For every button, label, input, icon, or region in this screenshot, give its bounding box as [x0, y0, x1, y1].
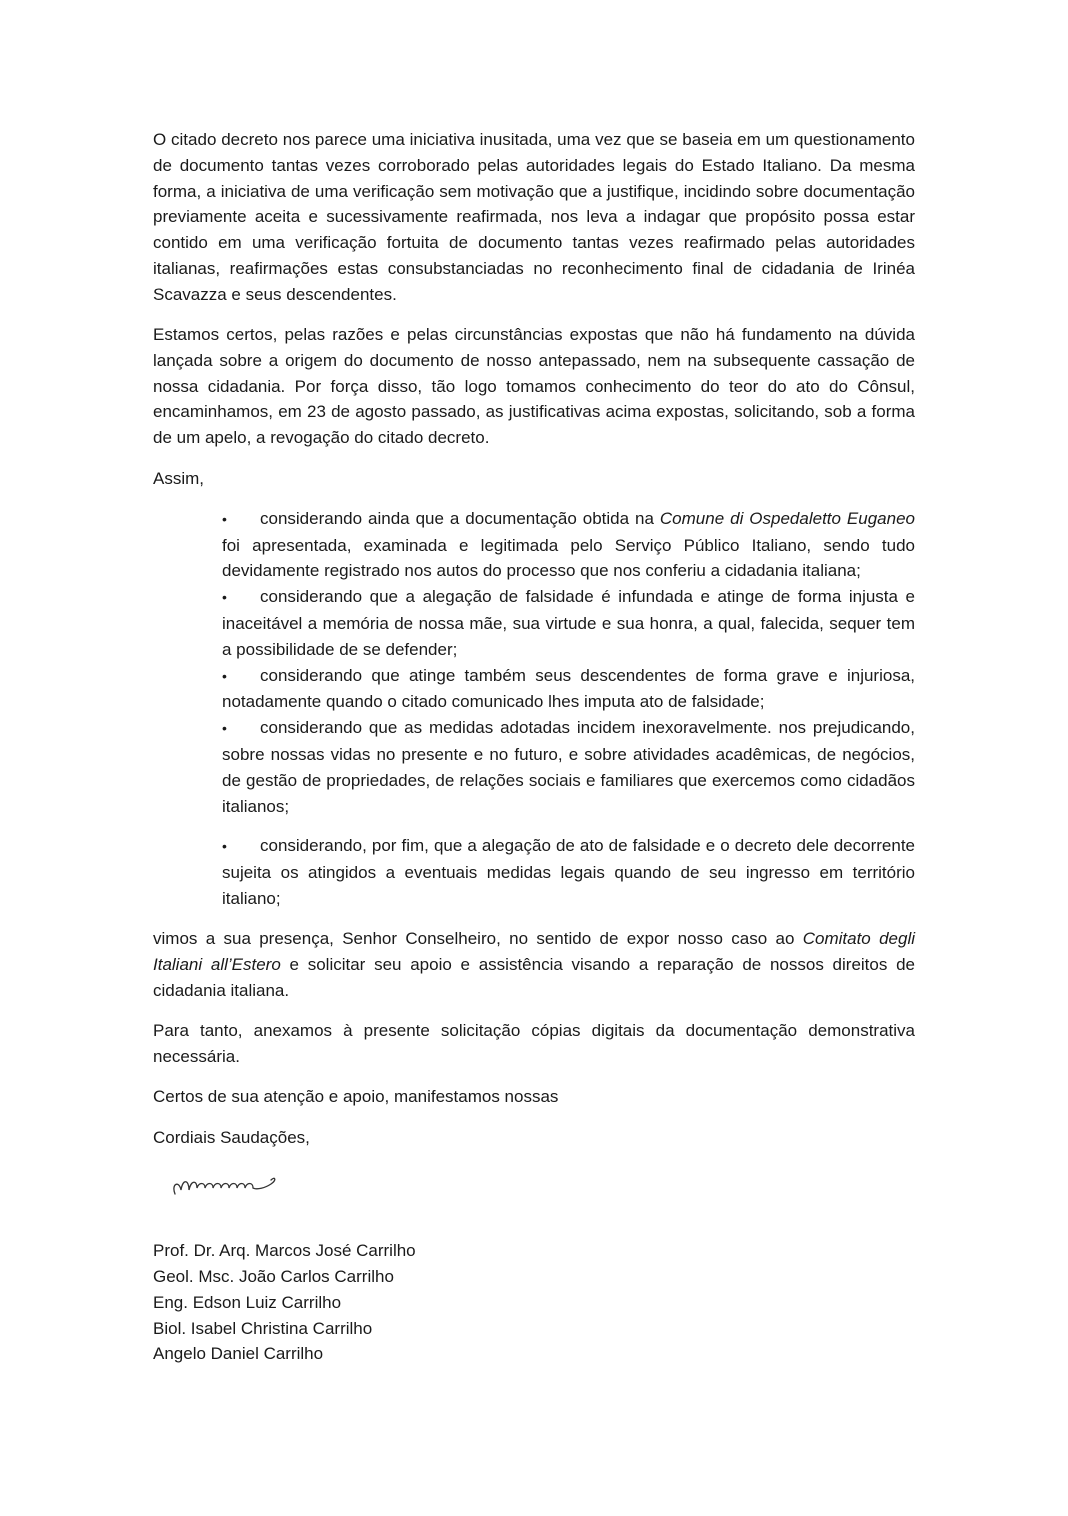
comune-name: Comune di Ospedaletto Euganeo: [659, 508, 915, 528]
list-item: • considerando ainda que a documentação obtida na Comune di Ospedaletto Euganeo foi apresentada, examinada e legitimada pelo Serviço Público Italiano, sendo tudo devidamente registrado nos autos do processo que nos conferiu a cidadania italiana;: [222, 508, 915, 581]
bullet-icon: •: [222, 838, 227, 855]
paragraph-vimos: vimos a sua presença, Senhor Conselheiro, no sentido de expor nosso caso ao Comitato degli Italiani all’Estero e solicitar seu apoio e assistência visando a reparação de nossos direitos de cidadania italiana.: [153, 929, 916, 1000]
signers-list: [153, 1238, 915, 1367]
bullet-icon: •: [222, 589, 227, 606]
paragraph-decreto: O citado decreto nos parece uma iniciativa inusitada, uma vez que se baseia em um questionamento de documento tantas vezes corroborado pelas autoridades legais do Estado Italiano. Da mesma forma, a iniciativa de uma verificação sem motivação que a justifique, incidindo sobre documentação previamente aceita e sucessivamente reafirmada, nos leva a indagar que propósito possa estar contido em uma verificação fortuita de documento tantas vezes reafirmado pelas autoridades italianas, reafirmações estas consubstanciadas no reconhecimento final de cidadania de Irinéa Scavazza e seus descendentes.: [153, 130, 915, 304]
handwritten-signature: [153, 1156, 303, 1206]
comitato-name: Comitato degli Italiani all’Estero: [153, 929, 916, 975]
list-item: • considerando que as medidas adotadas incidem inexoravelmente. nos prejudicando, sobre nossas vidas no presente e no futuro, e sobre atividades acadêmicas, de negócios, de gestão de propriedades, de relações sociais e familiares que exercemos como cidadãos italianos;: [222, 718, 915, 816]
paragraph-assim: Assim,: [153, 468, 204, 488]
signer-name: Geol. Msc. João Carlos Carrilho: [153, 1266, 394, 1286]
signer-name: Eng. Edson Luiz Carrilho: [153, 1292, 342, 1312]
letter-body: [153, 127, 915, 1367]
paragraph-estamos-certos: Estamos certos, pelas razões e pelas circunstâncias expostas que não há fundamento na dúvida lançada sobre a origem do documento de nosso antepassado, nem na subsequente cassação de nossa cidadania. Por força disso, tão logo tomamos conhecimento do teor do ato do Cônsul, encaminhamos, em 23 de agosto passado, as justificativas acima expostas, solicitando, sob a forma de um apelo, a revogação do citado decreto.: [153, 325, 915, 448]
paragraph-saudacoes: Cordiais Saudações,: [153, 1127, 310, 1147]
list-item: • considerando que a alegação de falsidade é infundada e atinge de forma injusta e inaceitável a memória de nossa mãe, sua virtude e sua honra, a qual, falecida, sequer tem a possibilidade de se defender;: [222, 587, 915, 659]
bullet-icon: •: [222, 510, 227, 527]
signer-name: Angelo Daniel Carrilho: [153, 1344, 324, 1364]
bullet-icon: •: [222, 667, 227, 684]
list-item: • considerando, por fim, que a alegação de ato de falsidade e o decreto dele decorrente sujeita os atingidos a eventuais medidas legais quando de seu ingresso em território italiano;: [222, 836, 915, 909]
bullet-icon: •: [222, 720, 227, 737]
list-item: • considerando que atinge também seus descendentes de forma grave e injuriosa, notadamente quando o citado comunicado lhes imputa ato de falsidade;: [222, 665, 915, 712]
paragraph-anexo: Para tanto, anexamos à presente solicitação cópias digitais da documentação demonstrativa necessária.: [153, 1021, 915, 1066]
signer-name: Prof. Dr. Arq. Marcos José Carrilho: [153, 1241, 416, 1261]
paragraph-certos: Certos de sua atenção e apoio, manifestamos nossas: [153, 1087, 559, 1107]
signer-name: Biol. Isabel Christina Carrilho: [153, 1318, 373, 1338]
considerations-list: [153, 506, 915, 912]
